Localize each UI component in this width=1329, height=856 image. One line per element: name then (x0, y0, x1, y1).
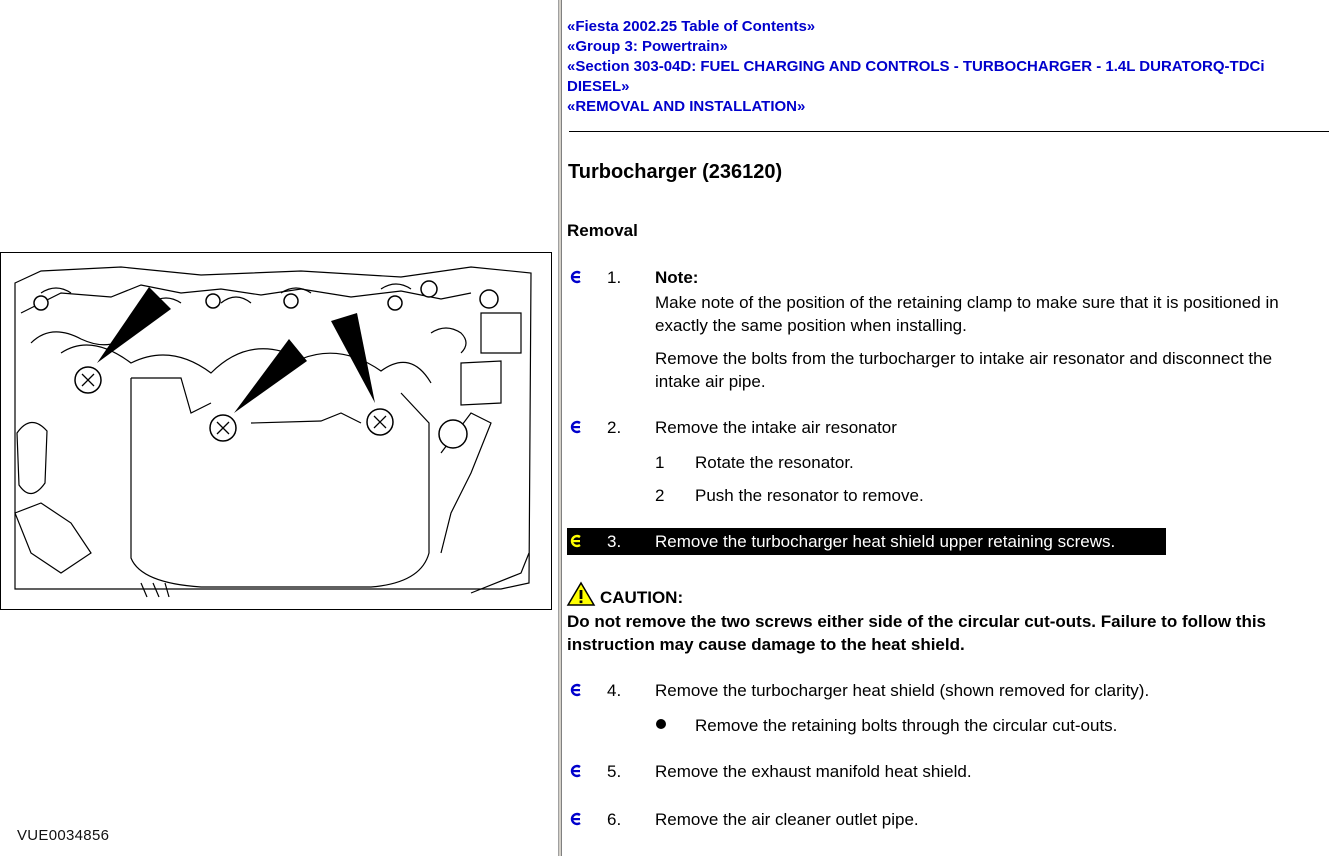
step-number: 2. (607, 418, 622, 437)
step-text: intake air pipe. (655, 372, 766, 391)
document-pane (562, 0, 1312, 856)
substep-number: 2 (655, 486, 665, 505)
step-arrow-icon[interactable] (569, 420, 583, 434)
illustration-pane (0, 0, 557, 856)
breadcrumb-toc[interactable]: «Fiesta 2002.25 Table of Contents» (567, 18, 816, 35)
step-text: Remove the air cleaner outlet pipe. (655, 810, 919, 829)
step-arrow-icon[interactable] (569, 534, 583, 548)
header-rule (569, 131, 1329, 132)
breadcrumb-section[interactable]: «Section 303-04D: FUEL CHARGING AND CONTROLS - TURBOCHARGER - 1.4L DURATORQ-TDCi (567, 58, 1265, 75)
step-text: Remove the exhaust manifold heat shield. (655, 762, 972, 781)
step-number: 1. (607, 268, 622, 287)
warning-triangle-icon (567, 582, 595, 606)
breadcrumb-group[interactable]: «Group 3: Powertrain» (567, 38, 728, 55)
section-heading: Removal (567, 221, 638, 240)
step-arrow-icon[interactable] (569, 270, 583, 284)
step-text: Remove the bolts from the turbocharger to intake air resonator and disconnect the (655, 349, 1273, 368)
substep-text: Push the resonator to remove. (695, 486, 924, 505)
turbocharger-illustration (0, 252, 552, 844)
note-text: Make note of the position of the retaining clamp to make sure that it is positioned in (655, 293, 1279, 312)
note-text: exactly the same position when installing. (655, 316, 967, 335)
substep-number: 1 (655, 453, 665, 472)
caution-text: instruction may cause damage to the heat shield. (567, 635, 965, 654)
step-arrow-icon[interactable] (569, 812, 583, 826)
engine-drawing (1, 253, 551, 609)
breadcrumb-section-cont[interactable]: DIESEL» (567, 78, 630, 95)
step-arrow-icon[interactable] (569, 764, 583, 778)
page-title: Turbocharger (236120) (568, 161, 783, 183)
step-text: Remove the turbocharger heat shield upper retaining screws. (655, 532, 1116, 551)
step-text: Remove the intake air resonator (655, 418, 897, 437)
figure-id: VUE0034856 (17, 827, 110, 844)
step-arrow-icon[interactable] (569, 683, 583, 697)
bullet-text: Remove the retaining bolts through the circular cut-outs. (695, 716, 1118, 735)
breadcrumb-removal-installation[interactable]: «REMOVAL AND INSTALLATION» (567, 98, 806, 115)
caution-label: CAUTION: (600, 588, 684, 607)
bullet-point (656, 719, 666, 729)
substep-text: Rotate the resonator. (695, 453, 854, 472)
step-number: 6. (607, 810, 622, 829)
step-text: Remove the turbocharger heat shield (shown removed for clarity). (655, 681, 1150, 700)
caution-text: Do not remove the two screws either side of the circular cut-outs. Failure to follow this (567, 612, 1267, 631)
step-number: 5. (607, 762, 622, 781)
step-number: 4. (607, 681, 622, 700)
step-number: 3. (607, 532, 622, 551)
note-label: Note: (655, 268, 699, 287)
